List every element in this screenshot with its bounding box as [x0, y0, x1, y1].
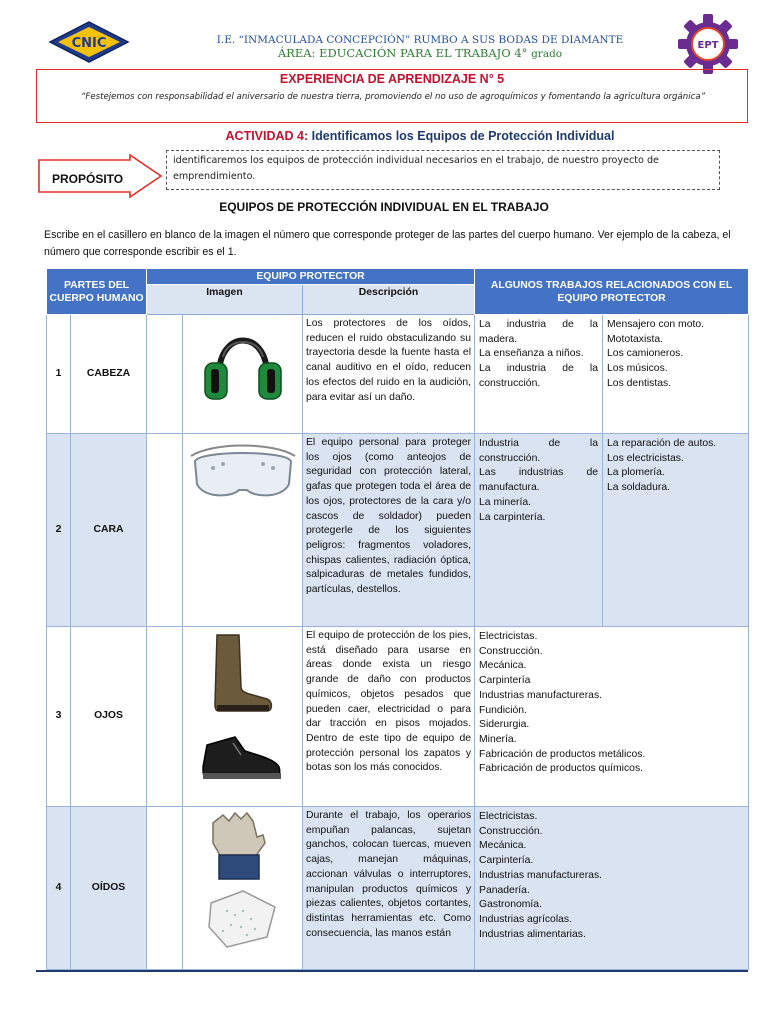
row-number: 1 — [47, 315, 71, 434]
ept-gear-logo — [676, 12, 740, 76]
jobs-left — [475, 315, 603, 434]
job-item: Mototaxista. — [607, 333, 664, 345]
job-item: Industrias agrícolas. — [479, 913, 572, 925]
row-number: 4 — [47, 807, 71, 970]
job-item: Industrias manufactureras. — [479, 869, 603, 881]
job-item: Fabricación de productos químicos. — [479, 763, 644, 775]
equipment-description: El equipo personal para proteger los ojos (como anteojos de seguridad con protección lateral, gafas que protegen toda el área de los ojos, protectores de la cara y/o cascos de soldador) pueden protegerle de los siguientes peligros: fragmentos voladores, chispas calientes, radiación óptica, salpicaduras de metales fundidos, partículas, destellos. — [303, 434, 475, 627]
body-part: CARA — [71, 434, 147, 627]
job-item: La reparación de autos. — [607, 438, 717, 449]
equipment-description: El equipo de protección de los pies, está diseñado para usarse en áreas donde exista un riesgo grande de daño con productos químicos, objetos pesados que pueden caer, electricidad o para dar tracción en pisos mojados. Dentro de este tipo de equipo de protección personal los zapatos y botas son los más conocidos. — [303, 627, 475, 807]
activity-title: Identificamos los Equipos de Protección Individual — [311, 129, 615, 143]
job-item: Carpintería — [479, 675, 531, 687]
header-description: Descripción — [303, 285, 475, 315]
experience-quote: “Festejemos con responsabilidad el aniversario de nuestra tierra, promoviendo el no uso de agroquímicos y fomentando la agricultura orgánica” — [80, 92, 706, 102]
answer-box[interactable] — [147, 807, 183, 970]
section-title: EQUIPOS DE PROTECCIÓN INDIVIDUAL EN EL TRABAJO — [219, 200, 549, 214]
job-item: La carpintería. — [479, 511, 546, 523]
job-item: Siderurgia. — [479, 719, 530, 731]
job-item: Panadería. — [479, 884, 530, 896]
job-item: Industria de la construcción. — [479, 438, 599, 464]
page-bottom-rule — [36, 970, 748, 972]
equipment-description: Los protectores de los oídos, reducen el ruido obstaculizando su trayectoria desde la fuente hasta el canal auditivo en el oído, reducen los efectos del ruido en la audición, para evitar así un daño. — [303, 315, 475, 434]
job-item: Mecánica. — [479, 840, 527, 852]
ppe-table — [46, 268, 749, 970]
job-item: Industrias alimentarias. — [479, 928, 586, 940]
svg-text:CNIC: CNIC — [71, 36, 107, 51]
table-row — [47, 434, 749, 627]
experience-title: EXPERIENCIA DE APRENDIZAJE N° 5 — [279, 72, 505, 86]
row-number: 2 — [47, 434, 71, 627]
job-item: La soldadura. — [607, 482, 670, 494]
job-item: La plomería. — [607, 467, 665, 479]
job-item: Los electricistas. — [607, 452, 684, 464]
equipment-description: Durante el trabajo, los operarios empuñan palancas, sujetan ganchos, colocan tuercas, mueven cajas, manejan máquinas, accionan válvulas o interruptores, manipulan productos químicos y piezas calientes, objetos cortantes, distintas herramientas etc. Como consecuencia, las manos están — [303, 807, 475, 970]
job-item: Mecánica. — [479, 660, 527, 672]
job-item: Mensajero con moto. — [607, 319, 705, 330]
job-item: La industria de la madera. — [479, 319, 599, 345]
header-equipment: EQUIPO PROTECTOR — [147, 269, 475, 285]
job-item: Los camioneros. — [607, 348, 684, 360]
body-part: OJOS — [71, 627, 147, 807]
experience-box — [36, 69, 748, 123]
institution-name: I.E. “INMACULADA CONCEPCIÓN” RUMBO A SUS BODAS DE DIAMANTE — [216, 34, 624, 46]
job-item: Fabricación de productos metálicos. — [479, 748, 646, 760]
table-row — [47, 315, 749, 434]
area-prefix: ÁREA: EDUCACIÓN PARA EL TRABAJO 4° — [277, 46, 528, 60]
header-image: Imagen — [147, 285, 303, 315]
job-item: Gastronomía. — [479, 899, 542, 911]
row-number: 3 — [47, 627, 71, 807]
jobs-list — [475, 627, 749, 807]
answer-box[interactable] — [147, 434, 183, 627]
purpose-text: identificaremos los equipos de protección individual necesarios en el trabajo, de nuestro proyecto de emprendimiento. — [166, 150, 720, 190]
jobs-right — [603, 315, 749, 434]
job-item: Carpintería. — [479, 855, 534, 867]
job-item: Construcción. — [479, 645, 543, 657]
work-gloves-image — [183, 807, 303, 970]
safety-boots-image — [183, 627, 303, 807]
job-item: Los dentistas. — [607, 377, 672, 389]
body-part: CABEZA — [71, 315, 147, 434]
job-item: Las industrias de manufactura. — [479, 467, 599, 494]
body-part: OÍDOS — [71, 807, 147, 970]
activity-heading — [160, 129, 680, 143]
jobs-left — [475, 434, 603, 627]
job-item: La enseñanza a niños. — [479, 348, 584, 360]
job-item: La industria de la construcción. — [479, 363, 599, 389]
job-item: Electricistas. — [479, 811, 538, 822]
purpose-label: PROPÓSITO — [52, 172, 124, 186]
activity-label: ACTIVIDAD 4: — [225, 129, 309, 143]
jobs-right — [603, 434, 749, 627]
instructions-text: Escribe en el casillero en blanco de la imagen el número que corresponde proteger de las partes del cuerpo humano. Ver ejemplo de la cabeza, el número que corresponde escribir es el 1. — [44, 229, 731, 258]
job-item: Industrias manufactureras. — [479, 689, 603, 701]
svg-text:EPT: EPT — [697, 40, 719, 51]
school-logo — [48, 20, 130, 64]
area-grade: grado — [531, 48, 563, 60]
job-item: Electricistas. — [479, 631, 538, 642]
job-item: Los músicos. — [607, 363, 668, 375]
job-item: Minería. — [479, 733, 517, 745]
header-jobs: ALGUNOS TRABAJOS RELACIONADOS CON EL EQUIPO PROTECTOR — [475, 269, 749, 315]
job-item: Construcción. — [479, 825, 543, 837]
answer-box[interactable] — [147, 627, 183, 807]
jobs-list — [475, 807, 749, 970]
area-title — [160, 46, 680, 60]
ear-muffs-image — [183, 315, 303, 434]
job-item: Fundición. — [479, 704, 527, 716]
answer-box[interactable] — [147, 315, 183, 434]
safety-goggles-image — [183, 434, 303, 627]
header-parts: PARTES DEL CUERPO HUMANO — [47, 269, 147, 315]
table-row — [47, 807, 749, 970]
table-row — [47, 627, 749, 807]
job-item: La minería. — [479, 496, 531, 508]
